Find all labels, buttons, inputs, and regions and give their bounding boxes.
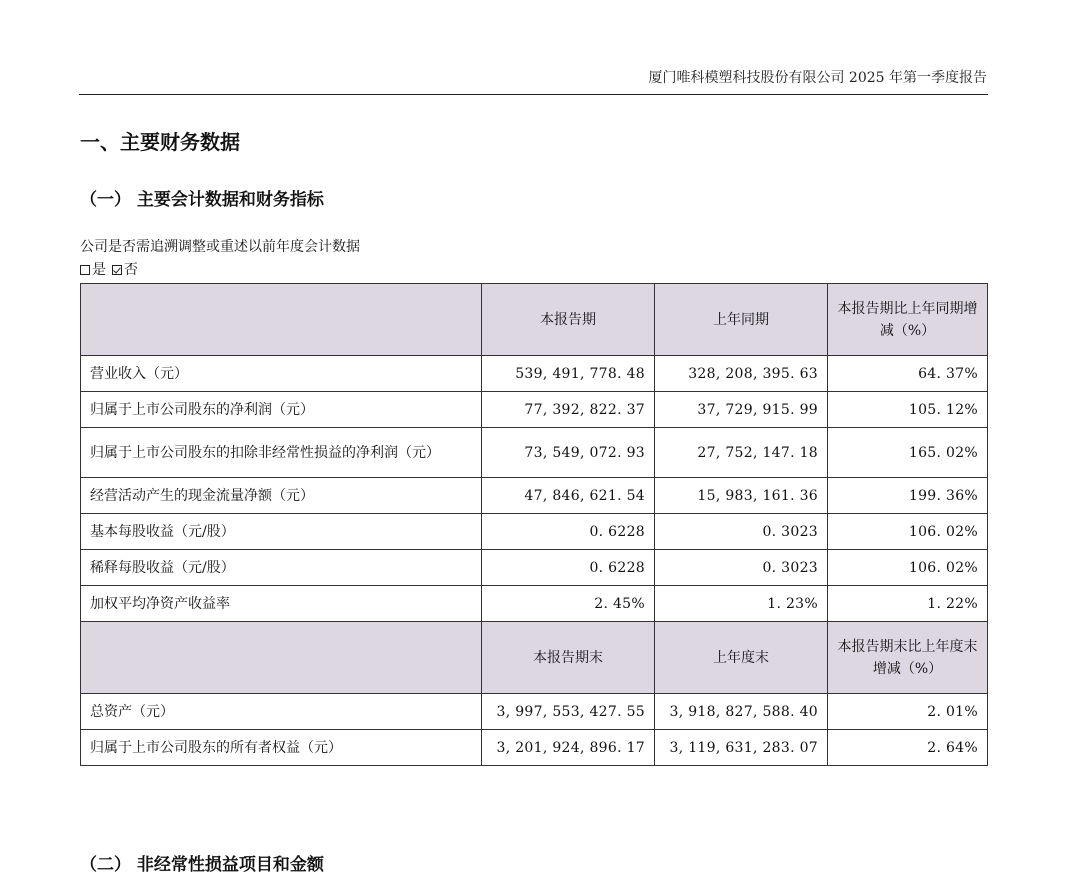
value-cell: 47, 846, 621. 54: [482, 478, 655, 514]
section-title-main-financial-data: 一、主要财务数据: [80, 130, 240, 154]
header-cell: 上年同期: [655, 284, 828, 356]
value-cell: 27, 752, 147. 18: [655, 428, 828, 478]
table-row: [81, 694, 988, 730]
subsection-title-accounting-data: （一） 主要会计数据和财务指标: [80, 190, 324, 210]
table-header-row: [81, 284, 988, 356]
row-label: 加权平均净资产收益率: [81, 586, 482, 622]
row-label: 总资产（元）: [81, 694, 482, 730]
value-cell: 37, 729, 915. 99: [655, 392, 828, 428]
header-cell: 上年度末: [655, 622, 828, 694]
table-header-row: [81, 622, 988, 694]
value-cell: 3, 119, 631, 283. 07: [655, 730, 828, 766]
header-cell: 本报告期: [482, 284, 655, 356]
table-row: [81, 478, 988, 514]
value-cell: 106. 02%: [828, 550, 988, 586]
table-row: [81, 730, 988, 766]
table-row: [81, 356, 988, 392]
value-cell: 73, 549, 072. 93: [482, 428, 655, 478]
header-cell: 本报告期末: [482, 622, 655, 694]
checkbox-no-checked[interactable]: [112, 265, 122, 275]
row-label: 营业收入（元）: [81, 356, 482, 392]
value-cell: 3, 918, 827, 588. 40: [655, 694, 828, 730]
table-row: [81, 428, 988, 478]
header-divider: [79, 94, 988, 95]
row-label: 归属于上市公司股东的净利润（元）: [81, 392, 482, 428]
value-cell: 199. 36%: [828, 478, 988, 514]
value-cell: 3, 201, 924, 896. 17: [482, 730, 655, 766]
option-no-label: 否: [124, 262, 138, 278]
value-cell: 328, 208, 395. 63: [655, 356, 828, 392]
value-cell: 0. 3023: [655, 514, 828, 550]
value-cell: 2. 01%: [828, 694, 988, 730]
option-yes-label: 是: [92, 262, 106, 278]
row-label: 经营活动产生的现金流量净额（元）: [81, 478, 482, 514]
header-cell: 本报告期比上年同期增减（%）: [828, 284, 988, 356]
value-cell: 77, 392, 822. 37: [482, 392, 655, 428]
value-cell: 105. 12%: [828, 392, 988, 428]
checkbox-yes[interactable]: [80, 265, 90, 275]
header-cell: 本报告期末比上年度末增减（%）: [828, 622, 988, 694]
value-cell: 2. 45%: [482, 586, 655, 622]
row-label: 归属于上市公司股东的扣除非经常性损益的净利润（元）: [81, 428, 482, 478]
restatement-question: 公司是否需追溯调整或重述以前年度会计数据: [80, 239, 360, 255]
value-cell: 3, 997, 553, 427. 55: [482, 694, 655, 730]
header-cell: [81, 622, 482, 694]
financial-data-table: [80, 283, 988, 766]
row-label: 基本每股收益（元/股）: [81, 514, 482, 550]
table-row: [81, 550, 988, 586]
value-cell: 2. 64%: [828, 730, 988, 766]
value-cell: 15, 983, 161. 36: [655, 478, 828, 514]
value-cell: 0. 6228: [482, 514, 655, 550]
table-row: [81, 392, 988, 428]
value-cell: 1. 22%: [828, 586, 988, 622]
table-row: [81, 586, 988, 622]
report-header-title: 厦门唯科模塑科技股份有限公司 2025 年第一季度报告: [648, 70, 987, 86]
subsection-title-non-recurring-items: （二） 非经常性损益项目和金额: [80, 855, 324, 875]
value-cell: 106. 02%: [828, 514, 988, 550]
value-cell: 0. 3023: [655, 550, 828, 586]
header-cell: [81, 284, 482, 356]
table-row: [81, 514, 988, 550]
restatement-options: [80, 262, 138, 278]
value-cell: 1. 23%: [655, 586, 828, 622]
value-cell: 64. 37%: [828, 356, 988, 392]
row-label: 稀释每股收益（元/股）: [81, 550, 482, 586]
row-label: 归属于上市公司股东的所有者权益（元）: [81, 730, 482, 766]
value-cell: 165. 02%: [828, 428, 988, 478]
value-cell: 539, 491, 778. 48: [482, 356, 655, 392]
value-cell: 0. 6228: [482, 550, 655, 586]
